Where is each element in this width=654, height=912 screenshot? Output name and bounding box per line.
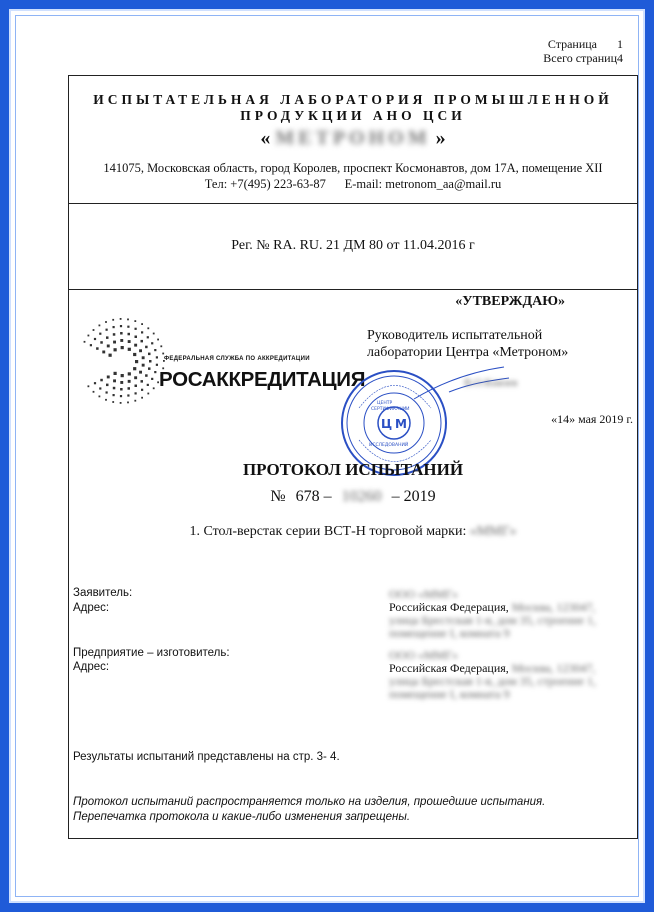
logo-dot xyxy=(99,396,101,398)
lab-address-block xyxy=(69,160,637,192)
logo-dot xyxy=(100,341,103,344)
logo-dot xyxy=(127,402,129,404)
logo-small-text: ФЕДЕРАЛЬНАЯ СЛУЖБА ПО АККРЕДИТАЦИИ xyxy=(164,356,310,362)
approver-role xyxy=(367,327,568,361)
logo-dot xyxy=(151,378,153,380)
role-line-1: Руководитель испытательной xyxy=(367,328,543,343)
logo-dot xyxy=(99,387,101,389)
logo-dot xyxy=(106,384,109,387)
logo-dot xyxy=(120,318,122,320)
logo-dot xyxy=(120,332,123,335)
number-part-b-blurred: 10260 xyxy=(341,488,382,505)
product-line xyxy=(69,524,637,540)
lab-name xyxy=(69,127,637,150)
manufacturer-name: ООО «ММГ» xyxy=(389,648,458,662)
logo-dot xyxy=(84,341,86,343)
logo-dot xyxy=(99,333,101,335)
logo-dot xyxy=(153,333,155,335)
manufacturer-addr-3: помещение I, комната 9 xyxy=(389,687,510,701)
svg-text:ЦЕНТР: ЦЕНТР xyxy=(377,401,393,406)
logo-dot xyxy=(105,399,107,401)
logo-dot xyxy=(156,356,158,358)
number-part-c: – 2019 xyxy=(391,488,436,505)
logo-dot xyxy=(141,397,143,399)
approve-heading: «УТВЕРЖДАЮ» xyxy=(455,294,565,309)
logo-dot xyxy=(134,320,136,322)
logo-dot xyxy=(127,394,129,396)
logo-dot xyxy=(147,393,149,395)
logo-dot xyxy=(93,391,95,393)
logo-dot xyxy=(109,354,112,357)
logo-dot xyxy=(135,328,137,330)
logo-dot xyxy=(162,353,164,355)
logo-dot xyxy=(127,326,129,328)
manufacturer-label: Предприятие – изготовитель: xyxy=(73,647,230,659)
logo-dot xyxy=(153,387,155,389)
approval-date: «14» мая 2019 г. xyxy=(551,412,633,426)
logo-dot xyxy=(94,338,96,340)
logo-dot xyxy=(134,344,137,347)
protocol-number xyxy=(69,488,637,506)
total-pages: Всего страниц4 xyxy=(543,51,623,65)
logo-dot xyxy=(145,374,148,377)
logo-dot xyxy=(120,339,123,342)
logo-dot xyxy=(133,353,136,356)
quote-close: » xyxy=(435,127,446,149)
applicant-addr-2: улица Брестская 1-я, дом 35, строение 1, xyxy=(389,613,597,627)
logo-dot xyxy=(149,360,152,363)
lab-email: E-mail: metronom_aa@mail.ru xyxy=(344,177,502,191)
logo-dot xyxy=(147,336,149,338)
lab-phone: Тел: +7(495) 223-63-87 xyxy=(204,177,326,191)
manufacturer-address-label: Адрес: xyxy=(73,661,110,673)
applicant-details xyxy=(389,588,629,640)
logo-dot xyxy=(141,380,144,383)
logo-dot xyxy=(142,364,145,367)
logo-dot xyxy=(142,356,145,359)
applicant-name: ООО «ММГ» xyxy=(389,587,458,601)
logo-dot xyxy=(121,374,124,377)
signer-name-blurred: В.О.Князев xyxy=(464,377,518,389)
logo-dot xyxy=(100,379,103,382)
dots-emblem-icon xyxy=(77,308,167,408)
logo-dot xyxy=(127,319,129,321)
registration-box xyxy=(68,203,638,290)
logo-dot xyxy=(135,392,137,394)
logo-dot xyxy=(113,326,115,328)
logo-dot xyxy=(128,348,131,351)
logo-dot xyxy=(90,344,92,346)
lab-name-blurred: МЕТРОНОМ xyxy=(275,127,431,149)
logo-dot xyxy=(113,333,116,336)
logo-big-text: РОСАККРЕДИТАЦИЯ xyxy=(159,368,366,391)
logo-dot xyxy=(88,335,90,337)
registration-number: Рег. № RA. RU. 21 ДМ 80 от 11.04.2016 г xyxy=(231,238,475,253)
svg-text:ИССЛЕДОВАНИЙ: ИССЛЕДОВАНИЙ xyxy=(369,443,409,448)
logo-dot xyxy=(106,391,108,393)
logo-dot xyxy=(134,400,136,402)
lab-address: 141075, Московская область, город Королев, проспект Космонавтов, дом 17А, помещение XII xyxy=(103,161,603,175)
logo-dot xyxy=(121,346,124,349)
lab-contacts xyxy=(69,176,637,192)
logo-dot xyxy=(145,346,148,349)
protocol-body-box xyxy=(68,289,638,839)
logo-dot xyxy=(128,380,131,383)
logo-dot xyxy=(106,336,109,339)
number-part-a: 678 – xyxy=(295,488,332,505)
brand-blurred: «ММГ» xyxy=(469,524,517,539)
logo-dot xyxy=(128,333,131,336)
logo-dot xyxy=(128,340,131,343)
logo-dot xyxy=(128,372,131,375)
page-number: 1 xyxy=(617,37,623,51)
page-label: Страница xyxy=(547,37,597,51)
logo-dot xyxy=(160,345,162,347)
protocol-note xyxy=(73,795,545,825)
logo-dot xyxy=(128,387,131,390)
logo-dot xyxy=(102,351,105,354)
logo-dot xyxy=(114,348,117,351)
logo-dot xyxy=(94,382,96,384)
logo-dot xyxy=(139,371,142,374)
logo-dot xyxy=(93,329,95,331)
logo-dot xyxy=(113,341,116,344)
logo-dot xyxy=(148,353,151,356)
logo-dot xyxy=(96,347,99,350)
lab-header-box xyxy=(68,75,638,204)
logo-dot xyxy=(156,364,158,366)
svg-text:М: М xyxy=(395,417,407,431)
rosaccreditation-logo xyxy=(77,308,366,408)
logo-dot xyxy=(120,388,123,391)
logo-dot xyxy=(148,367,151,370)
svg-text:Ц: Ц xyxy=(381,417,393,431)
logo-dot xyxy=(154,349,156,351)
protocol-title: ПРОТОКОЛ ИСПЫТАНИЙ xyxy=(242,460,464,479)
manufacturer-addr-1: Москва, 123047, xyxy=(511,661,596,675)
logo-dot xyxy=(141,389,143,391)
role-line-2: лаборатории Центра «Метроном» xyxy=(367,345,569,360)
svg-text:СЕРТИФИКАЦИИ: СЕРТИФИКАЦИИ xyxy=(371,407,410,412)
logo-dot xyxy=(120,395,122,397)
logo-dot xyxy=(112,319,114,321)
logo-dot xyxy=(114,372,117,375)
product-name: 1. Стол-верстак серии ВСТ-Н торговой марки: xyxy=(189,524,467,539)
document-page xyxy=(9,9,645,903)
logo-dot xyxy=(105,321,107,323)
logo-dot xyxy=(120,402,122,404)
quote-open: « xyxy=(260,127,271,149)
logo-dot xyxy=(113,387,116,390)
logo-dot xyxy=(141,340,144,343)
logo-dot xyxy=(99,325,101,327)
logo-dot xyxy=(135,360,138,363)
logo-dot xyxy=(141,331,143,333)
logo-dot xyxy=(88,385,90,387)
logo-dot xyxy=(113,394,115,396)
manufacturer-country: Российская Федерация, xyxy=(389,661,509,675)
logo-dot xyxy=(135,385,138,388)
manufacturer-details xyxy=(389,649,629,701)
applicant-label: Заявитель: xyxy=(73,587,133,599)
logo-dot xyxy=(147,384,149,386)
logo-dot xyxy=(154,371,156,373)
page-counter xyxy=(543,37,623,65)
logo-dot xyxy=(139,349,142,352)
manufacturer-addr-2: улица Брестская 1-я, дом 35, строение 1, xyxy=(389,674,597,688)
logo-dot xyxy=(151,342,153,344)
logo-dot xyxy=(134,376,137,379)
logo-dot xyxy=(112,401,114,403)
applicant-country: Российская Федерация, xyxy=(389,600,509,614)
note-line-1: Протокол испытаний распространяется только на изделия, прошедшие испытания. xyxy=(73,796,546,808)
logo-dot xyxy=(113,379,116,382)
signer-name xyxy=(464,377,518,389)
results-reference: Результаты испытаний представлены на стр. 3- 4. xyxy=(73,751,340,763)
logo-dot xyxy=(135,336,138,339)
note-line-2: Перепечатка протокола и какие-либо изменения запрещены. xyxy=(73,811,411,823)
logo-dot xyxy=(120,325,122,327)
logo-dot xyxy=(147,327,149,329)
applicant-address-label: Адрес: xyxy=(73,602,110,614)
applicant-addr-1: Москва, 123047, xyxy=(511,600,596,614)
logo-dot xyxy=(106,329,108,331)
logo-dot xyxy=(107,376,110,379)
logo-dot xyxy=(133,367,136,370)
applicant-addr-3: помещение I, комната 9 xyxy=(389,626,510,640)
logo-dot xyxy=(120,381,123,384)
logo-dot xyxy=(107,345,110,348)
logo-dot xyxy=(157,339,159,341)
lab-title: ИСПЫТАТЕЛЬНАЯ ЛАБОРАТОРИЯ ПРОМЫШЛЕННОЙ ПРОДУКЦИИ АНО ЦСИ xyxy=(93,92,613,123)
logo-dot xyxy=(141,323,143,325)
number-sign: № xyxy=(270,488,286,505)
